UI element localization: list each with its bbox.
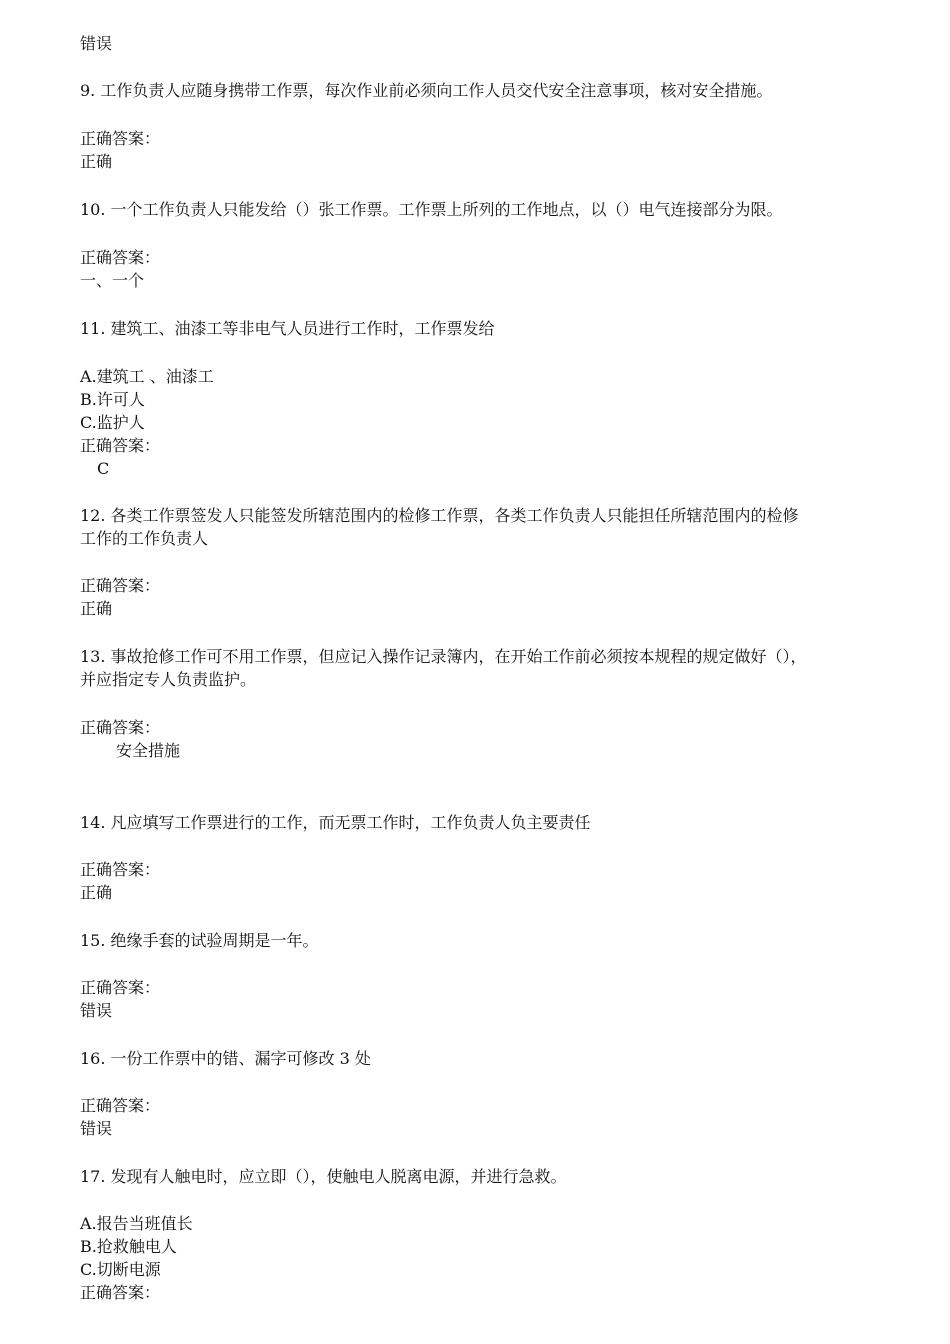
answer-9: 正确 <box>80 152 113 171</box>
answer-label-13: 正确答案： <box>80 718 161 737</box>
question-17: 17. 发现有人触电时，应立即（），使触电人脱离电源，并进行急救。 <box>80 1167 567 1186</box>
question-9: 9. 工作负责人应随身携带工作票，每次作业前必须向工作人员交代安全注意事项，核对安全措施。 <box>80 81 773 100</box>
option-11-c: C.监护人 <box>80 413 145 432</box>
question-11: 11. 建筑工、油漆工等非电气人员进行工作时，工作票发给 <box>80 319 495 338</box>
answer-label-12: 正确答案： <box>80 576 161 595</box>
question-12-line-2: 工作的工作负责人 <box>80 529 209 548</box>
option-17-b: B.抢救触电人 <box>80 1237 177 1256</box>
answer-14: 正确 <box>80 883 113 902</box>
question-13-line-2: 并应指定专人负责监护。 <box>80 670 257 689</box>
question-16: 16. 一份工作票中的错、漏字可修改 3 处 <box>80 1049 371 1068</box>
previous-answer: 错误 <box>80 34 113 53</box>
option-17-a: A.报告当班值长 <box>80 1214 193 1233</box>
answer-13: 安全措施 <box>116 741 181 760</box>
answer-label-16: 正确答案： <box>80 1096 161 1115</box>
option-17-c: C.切断电源 <box>80 1260 161 1279</box>
answer-label-17: 正确答案： <box>80 1283 161 1302</box>
answer-label-15: 正确答案： <box>80 978 161 997</box>
answer-16: 错误 <box>80 1119 113 1138</box>
answer-label-14: 正确答案： <box>80 860 161 879</box>
question-12-line-1: 12. 各类工作票签发人只能签发所辖范围内的检修工作票，各类工作负责人只能担任所辖范围内的检修 <box>80 506 799 525</box>
answer-label-9: 正确答案： <box>80 129 161 148</box>
question-13-line-1: 13. 事故抢修工作可不用工作票，但应记入操作记录簿内，在开始工作前必须按本规程的规定做好（）， <box>80 647 807 666</box>
question-15: 15. 绝缘手套的试验周期是一年。 <box>80 931 319 950</box>
question-10: 10. 一个工作负责人只能发给（）张工作票。工作票上所列的工作地点，以（）电气连接部分为限。 <box>80 200 783 219</box>
answer-12: 正确 <box>80 599 113 618</box>
answer-label-10: 正确答案： <box>80 248 161 267</box>
answer-15: 错误 <box>80 1001 113 1020</box>
question-14: 14. 凡应填写工作票进行的工作，而无票工作时，工作负责人负主要责任 <box>80 813 591 832</box>
answer-10: 一、一个 <box>80 271 145 290</box>
option-11-b: B.许可人 <box>80 390 145 409</box>
answer-11: C <box>97 459 110 478</box>
answer-label-11: 正确答案： <box>80 436 161 455</box>
option-11-a: A.建筑工 、油漆工 <box>80 367 214 386</box>
